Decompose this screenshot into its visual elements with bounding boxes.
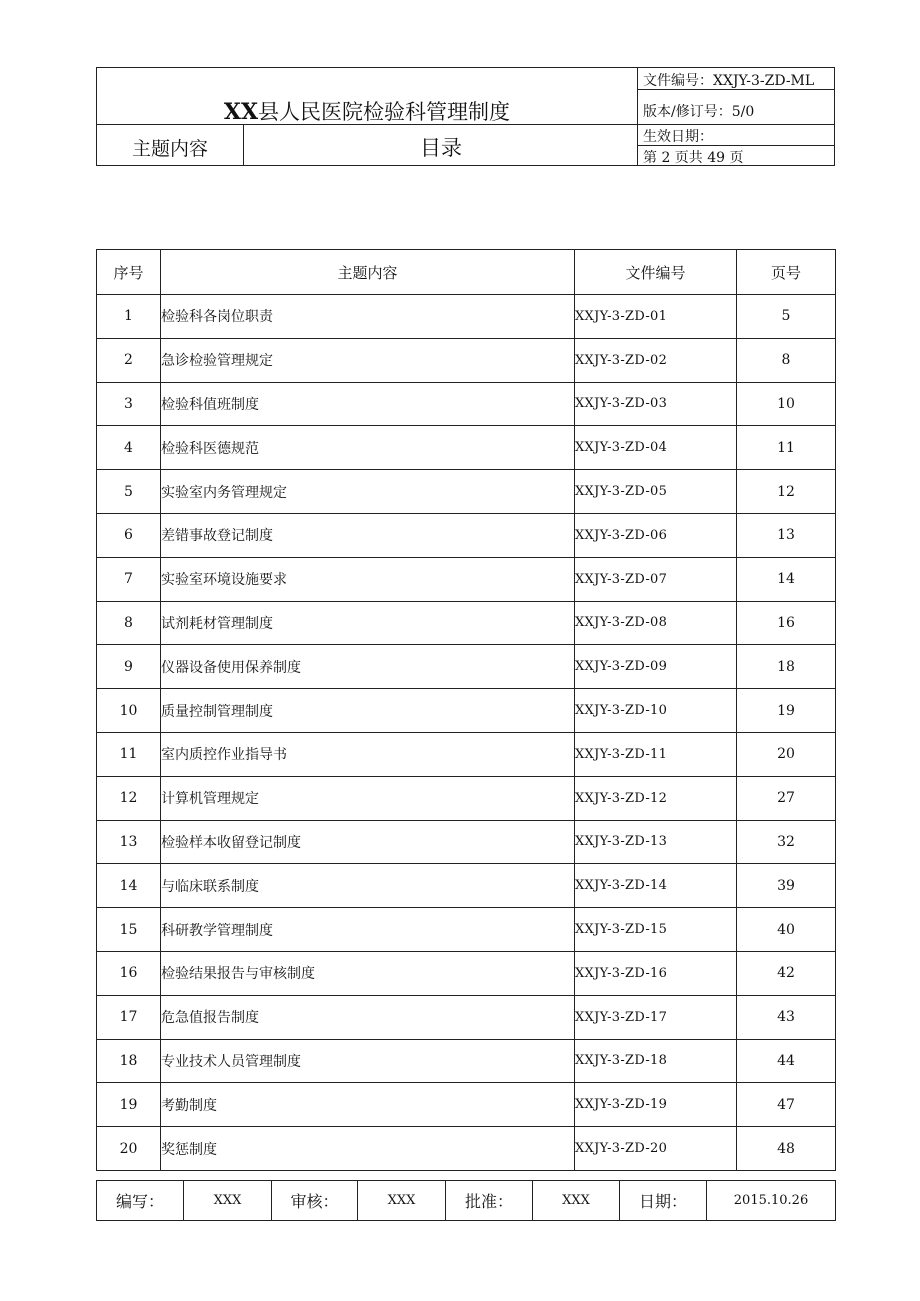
row-title: 奖惩制度	[161, 1127, 575, 1171]
table-row	[97, 908, 836, 952]
row-title: 仪器设备使用保养制度	[161, 645, 575, 689]
row-number: 20	[97, 1127, 161, 1171]
row-number: 11	[97, 732, 161, 776]
date-label: 日期：	[620, 1181, 707, 1221]
row-document-code: XXJY-3-ZD-16	[575, 951, 737, 995]
row-document-code: XXJY-3-ZD-08	[575, 601, 737, 645]
row-number: 18	[97, 1039, 161, 1083]
reviewer-value: XXX	[358, 1181, 446, 1221]
table-row	[97, 1083, 836, 1127]
table-row	[97, 732, 836, 776]
row-number: 9	[97, 645, 161, 689]
row-page-number: 39	[737, 864, 836, 908]
row-page-number: 13	[737, 513, 836, 557]
subject-value: 目录	[420, 136, 462, 160]
row-title: 与临床联系制度	[161, 864, 575, 908]
row-page-number: 19	[737, 689, 836, 733]
row-title: 计算机管理规定	[161, 776, 575, 820]
row-document-code: XXJY-3-ZD-09	[575, 645, 737, 689]
table-row	[97, 513, 836, 557]
effective-date: 生效日期：	[643, 129, 713, 145]
date-value: 2015.10.26	[707, 1181, 836, 1221]
row-title: 急诊检验管理规定	[161, 338, 575, 382]
row-number: 4	[97, 426, 161, 470]
row-page-number: 20	[737, 732, 836, 776]
row-document-code: XXJY-3-ZD-07	[575, 557, 737, 601]
row-page-number: 18	[737, 645, 836, 689]
approver-label: 批准：	[446, 1181, 533, 1221]
row-document-code: XXJY-3-ZD-03	[575, 382, 737, 426]
contents-table	[96, 249, 836, 1171]
row-title: 检验科值班制度	[161, 382, 575, 426]
table-row	[97, 864, 836, 908]
table-header-row	[97, 250, 836, 295]
table-row	[97, 470, 836, 514]
signoff-table	[96, 1180, 836, 1221]
column-header-page: 页号	[737, 250, 836, 295]
row-document-code: XXJY-3-ZD-04	[575, 426, 737, 470]
header-divider	[637, 124, 834, 125]
row-number: 15	[97, 908, 161, 952]
row-document-code: XXJY-3-ZD-01	[575, 295, 737, 339]
column-header-title: 主题内容	[161, 250, 575, 295]
row-document-code: XXJY-3-ZD-06	[575, 513, 737, 557]
table-row	[97, 951, 836, 995]
author-value: XXX	[184, 1181, 272, 1221]
table-row	[97, 295, 836, 339]
row-document-code: XXJY-3-ZD-10	[575, 689, 737, 733]
subject-label: 主题内容	[131, 138, 208, 160]
row-page-number: 8	[737, 338, 836, 382]
table-row	[97, 1039, 836, 1083]
table-row	[97, 426, 836, 470]
row-page-number: 32	[737, 820, 836, 864]
row-document-code: XXJY-3-ZD-18	[575, 1039, 737, 1083]
table-row	[97, 1127, 836, 1171]
table-row	[97, 776, 836, 820]
row-number: 2	[97, 338, 161, 382]
row-title: 专业技术人员管理制度	[161, 1039, 575, 1083]
row-title: 检验科各岗位职责	[161, 295, 575, 339]
row-number: 8	[97, 601, 161, 645]
table-row	[97, 382, 836, 426]
row-number: 10	[97, 689, 161, 733]
document-header	[96, 67, 835, 166]
row-page-number: 5	[737, 295, 836, 339]
row-page-number: 16	[737, 601, 836, 645]
row-number: 5	[97, 470, 161, 514]
row-page-number: 40	[737, 908, 836, 952]
table-row	[97, 820, 836, 864]
row-document-code: XXJY-3-ZD-05	[575, 470, 737, 514]
row-title: 检验样本收留登记制度	[161, 820, 575, 864]
contents-table-body	[97, 295, 836, 1171]
author-label: 编写：	[97, 1181, 184, 1221]
version-number: 版本/修订号：5/0	[643, 104, 755, 120]
approver-value: XXX	[533, 1181, 620, 1221]
row-number: 19	[97, 1083, 161, 1127]
row-document-code: XXJY-3-ZD-20	[575, 1127, 737, 1171]
table-row	[97, 689, 836, 733]
table-row	[97, 338, 836, 382]
column-header-code: 文件编号	[575, 250, 737, 295]
row-title: 检验结果报告与审核制度	[161, 951, 575, 995]
row-title: 室内质控作业指导书	[161, 732, 575, 776]
row-number: 13	[97, 820, 161, 864]
row-number: 17	[97, 995, 161, 1039]
page-info: 第 2 页共 49 页	[643, 150, 744, 166]
reviewer-label: 审核：	[272, 1181, 358, 1221]
document-number: 文件编号：XXJY-3-ZD-ML	[643, 73, 815, 89]
row-title: 科研教学管理制度	[161, 908, 575, 952]
row-title: 危急值报告制度	[161, 995, 575, 1039]
document-title-text: 县人民医院检验科管理制度	[258, 100, 511, 124]
table-row	[97, 995, 836, 1039]
row-document-code: XXJY-3-ZD-02	[575, 338, 737, 382]
column-header-number: 序号	[97, 250, 161, 295]
row-number: 1	[97, 295, 161, 339]
row-title: 质量控制管理制度	[161, 689, 575, 733]
row-page-number: 27	[737, 776, 836, 820]
row-page-number: 11	[737, 426, 836, 470]
row-page-number: 12	[737, 470, 836, 514]
row-number: 6	[97, 513, 161, 557]
row-page-number: 42	[737, 951, 836, 995]
table-row	[97, 557, 836, 601]
row-title: 考勤制度	[161, 1083, 575, 1127]
row-number: 14	[97, 864, 161, 908]
row-number: 16	[97, 951, 161, 995]
row-number: 3	[97, 382, 161, 426]
document-title-prefix: XX	[223, 99, 259, 125]
row-title: 实验室内务管理规定	[161, 470, 575, 514]
row-page-number: 44	[737, 1039, 836, 1083]
row-document-code: XXJY-3-ZD-13	[575, 820, 737, 864]
document-title	[97, 96, 637, 126]
row-document-code: XXJY-3-ZD-19	[575, 1083, 737, 1127]
row-number: 7	[97, 557, 161, 601]
table-row	[97, 601, 836, 645]
row-document-code: XXJY-3-ZD-11	[575, 732, 737, 776]
row-title: 实验室环境设施要求	[161, 557, 575, 601]
row-number: 12	[97, 776, 161, 820]
row-title: 检验科医德规范	[161, 426, 575, 470]
signoff-row	[97, 1181, 836, 1221]
row-document-code: XXJY-3-ZD-14	[575, 864, 737, 908]
row-title: 试剂耗材管理制度	[161, 601, 575, 645]
row-title: 差错事故登记制度	[161, 513, 575, 557]
row-page-number: 10	[737, 382, 836, 426]
table-row	[97, 645, 836, 689]
row-document-code: XXJY-3-ZD-17	[575, 995, 737, 1039]
row-document-code: XXJY-3-ZD-15	[575, 908, 737, 952]
row-page-number: 48	[737, 1127, 836, 1171]
row-page-number: 14	[737, 557, 836, 601]
row-document-code: XXJY-3-ZD-12	[575, 776, 737, 820]
row-page-number: 43	[737, 995, 836, 1039]
row-page-number: 47	[737, 1083, 836, 1127]
